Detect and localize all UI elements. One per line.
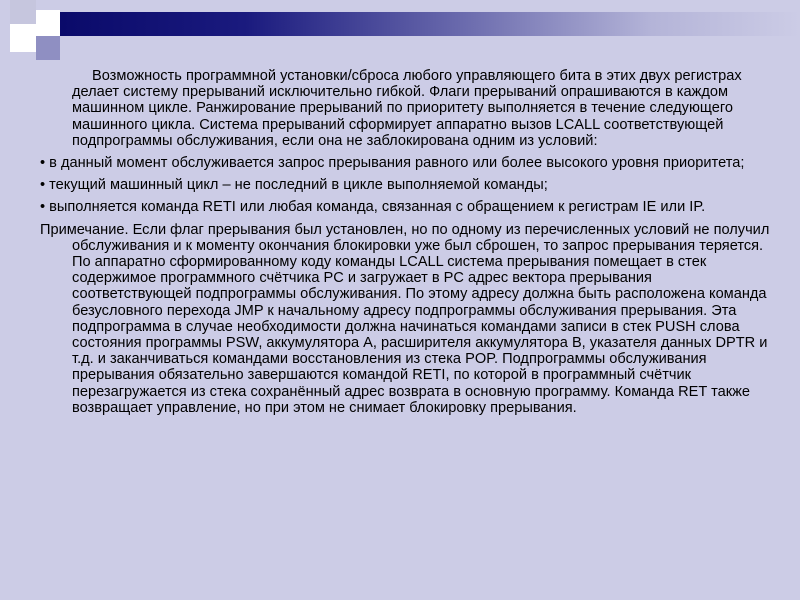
corner-square-decoration [10,24,36,52]
bullet-item: • текущий машинный цикл – не последний в цикле выполняемой команды; [40,177,548,194]
title-bar-decoration [60,12,800,36]
corner-square-decoration [36,10,60,36]
bullet-item: • в данный момент обслуживается запрос прерывания равного или более высокого уровня приоритета; [40,155,745,172]
corner-square-decoration [36,36,60,60]
bullet-item: • выполняется команда RETI или любая команда, связанная с обращением к регистрам IE или IP. [40,199,706,216]
note-paragraph: Примечание. Если флаг прерывания был установлен, но по одному из перечисленных условий не получил обслуживания и к моменту окончания блокировки уже был сброшен, то запрос прерывания теряется. По аппаратно сформированному коду команды LCALL система прерывания помещает в стек содержимое программного счётчика PC и загружает в PC адрес вектора прерывания соответствующей подпрограммы обслуживания. По этому адресу должна быть расположена команда безусловного перехода JMP к начальному адресу подпрограммы обслуживания прерывания. Эта подпрограмма в случае необходимости должна начинаться командами записи в стек PUSH слова состояния программы PSW, аккумулятора A, расширителя аккумулятора B, указателя данных DPTR и т.д. и заканчиваться командами восстановления из стека POP. Подпрограммы обслуживания прерывания обязательно завершаются командой RETI, по которой в программный счётчик перезагружается из стека сохранённый адрес возврата в основную программу. Команда RET также возвращает управление, но при этом не снимает блокировку прерывания. [40,221,770,416]
slide-body [40,68,770,422]
intro-paragraph: Возможность программной установки/сброса любого управляющего бита в этих двух регистрах делает систему прерываний исключительно гибкой. Флаги прерываний опрашиваются в каждом машинном цикле. Ранжирование прерываний по приоритету выполняется в течение следующего машинного цикла. Система прерываний сформирует аппаратно вызов LCALL соответствующей подпрограммы обслуживания, если она не заблокирована одним из условий: [72,68,742,149]
corner-square-decoration [10,0,36,24]
